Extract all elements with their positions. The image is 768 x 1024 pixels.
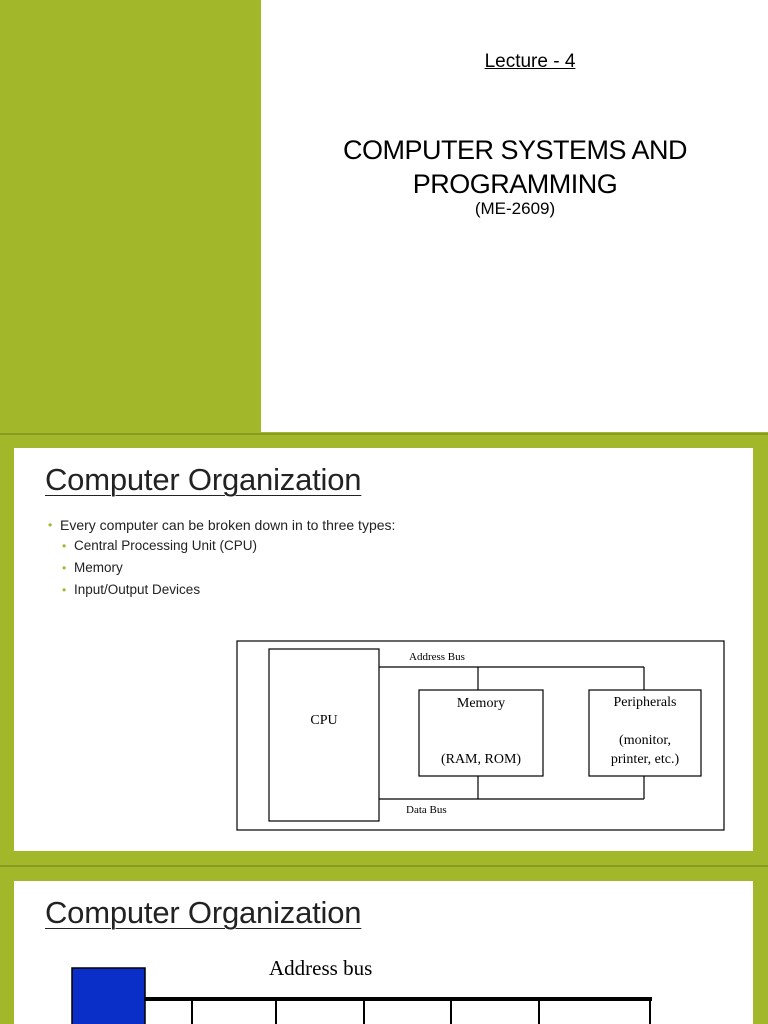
- lecture-label: Lecture - 4: [484, 51, 576, 72]
- address-bus-title: Address bus: [269, 956, 373, 980]
- list-item: [48, 535, 395, 557]
- accent-panel: [0, 0, 261, 432]
- cpu-box: [269, 649, 379, 821]
- bus-diagram: [236, 640, 726, 832]
- peripherals-sub-2: printer, etc.): [610, 752, 680, 767]
- address-bus-label: Address Bus: [409, 651, 465, 663]
- sub-bullet-memory: Memory: [74, 560, 123, 575]
- cpu-label: CPU: [310, 713, 338, 728]
- sub-bullet-cpu: Central Processing Unit (CPU): [74, 538, 258, 553]
- peripherals-label: Peripherals: [613, 695, 677, 710]
- slide-separator: [0, 433, 768, 435]
- list-item: [48, 579, 395, 601]
- course-title: [300, 133, 730, 201]
- course-title-line-2: PROGRAMMING: [412, 169, 618, 199]
- list-item: [48, 557, 395, 579]
- bullet-list: [48, 515, 395, 601]
- memory-sub-label: (RAM, ROM): [440, 752, 522, 767]
- address-bus-diagram: [14, 951, 753, 1024]
- bullet-icon: •: [48, 518, 53, 532]
- slide-heading: Computer Organization: [45, 462, 362, 497]
- course-code: (ME-2609): [474, 199, 556, 218]
- list-item: [48, 515, 395, 535]
- data-bus-label: Data Bus: [406, 804, 447, 816]
- bullet-icon: •: [62, 583, 67, 597]
- bullet-text: Every computer can be broken down in to three types:: [60, 517, 396, 533]
- memory-label: Memory: [456, 696, 506, 711]
- course-title-line-1: COMPUTER SYSTEMS AND: [342, 135, 688, 165]
- peripherals-sub-1: (monitor,: [619, 733, 671, 748]
- slide-separator: [0, 865, 768, 867]
- title-slide: [0, 0, 768, 432]
- slide-heading: Computer Organization: [45, 895, 362, 930]
- cpu-block: [72, 968, 145, 1024]
- organization-slide: [14, 448, 753, 851]
- organization-slide-2: [14, 881, 753, 1024]
- bullet-icon: •: [62, 561, 67, 575]
- sub-bullet-io: Input/Output Devices: [74, 582, 201, 597]
- bullet-icon: •: [62, 539, 67, 553]
